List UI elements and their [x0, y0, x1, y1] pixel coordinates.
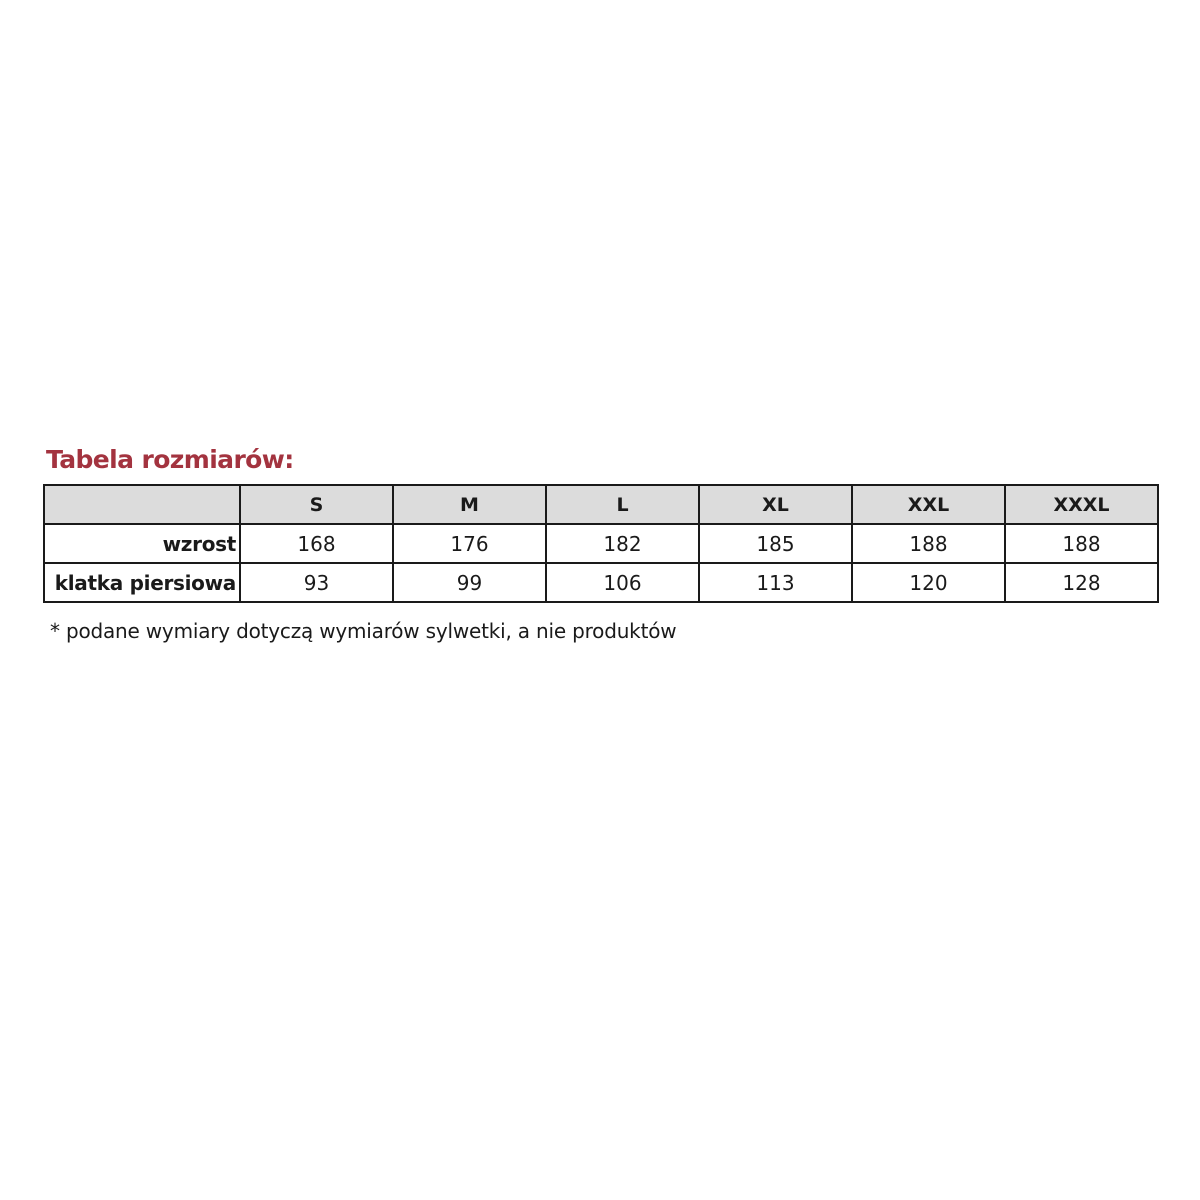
- footnote: * podane wymiary dotyczą wymiarów sylwetki, a nie produktów: [50, 619, 677, 643]
- table-cell: 176: [393, 524, 546, 563]
- size-table: [43, 484, 1159, 603]
- table-cell: 128: [1005, 563, 1158, 602]
- column-header: L: [546, 485, 699, 524]
- table-header-row: [44, 485, 1158, 524]
- table-row: [44, 563, 1158, 602]
- row-label: wzrost: [44, 524, 240, 563]
- table-cell: 188: [1005, 524, 1158, 563]
- table-cell: 182: [546, 524, 699, 563]
- table-corner-cell: [44, 485, 240, 524]
- page-title: Tabela rozmiarów:: [46, 445, 294, 474]
- column-header: XL: [699, 485, 852, 524]
- table-cell: 106: [546, 563, 699, 602]
- table-cell: 99: [393, 563, 546, 602]
- table-row: [44, 524, 1158, 563]
- table-cell: 120: [852, 563, 1005, 602]
- column-header: M: [393, 485, 546, 524]
- table-cell: 93: [240, 563, 393, 602]
- table-cell: 188: [852, 524, 1005, 563]
- row-label: klatka piersiowa: [44, 563, 240, 602]
- table-cell: 113: [699, 563, 852, 602]
- column-header: S: [240, 485, 393, 524]
- column-header: XXXL: [1005, 485, 1158, 524]
- column-header: XXL: [852, 485, 1005, 524]
- table-cell: 185: [699, 524, 852, 563]
- table-cell: 168: [240, 524, 393, 563]
